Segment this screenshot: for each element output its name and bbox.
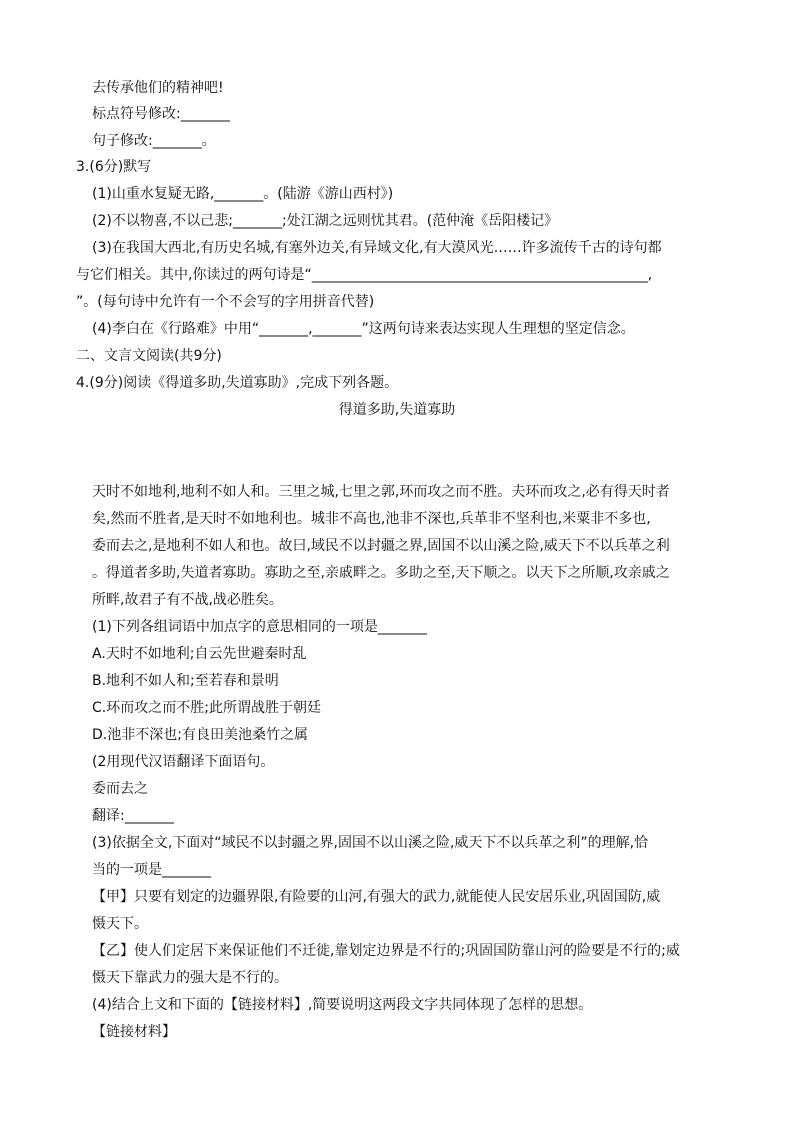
passage-title: 得道多助,失道寡助	[338, 402, 456, 418]
text-line: (2用现代汉语翻译下面语句。	[92, 754, 275, 770]
option-b: B.地利不如人和;至若春和景明	[92, 673, 279, 689]
text-line: 委而去之	[92, 781, 148, 797]
text-line: 慑天下。	[92, 916, 148, 932]
section-heading: 二、文言文阅读(共9分)	[76, 348, 222, 364]
text-line: (3)在我国大西北,有历史名城,有塞外边关,有异域文化,有大漠风光……许多流传千古的诗句都	[92, 240, 662, 256]
text-line: (1)下列各组词语中加点字的意思相同的一项是_______	[92, 619, 427, 635]
option-a: A.天时不如地利;自云先世避秦时乱	[92, 646, 307, 662]
text-line: (1)山重水复疑无路,_______。(陆游《游山西村》)	[92, 186, 394, 202]
passage-line: 所畔,故君子有不战,战必胜矣。	[92, 592, 283, 608]
text-line: (3)依据全文,下面对“域民不以封疆之界,固国不以山溪之险,威天下不以兵革之利”的理解,恰	[92, 835, 649, 851]
text-line: 与它们相关。其中,你读过的两句诗是“________________________________________________,	[76, 267, 653, 283]
passage-line: 。得道者多助,失道者寡助。寡助之至,亲戚畔之。多助之至,天下顺之。以天下之所顺,攻亲戚之	[92, 565, 670, 581]
passage-line: 矣,然而不胜者,是天时不如地利也。城非不高也,池非不深也,兵革非不坚利也,米粟非不多也,	[92, 511, 651, 527]
text-line: 当的一项是_______	[92, 862, 211, 878]
option-c: C.环而攻之而不胜;此所谓战胜于朝廷	[92, 700, 321, 716]
text-line: 慑天下靠武力的强大是不行的。	[92, 970, 288, 986]
question-heading: 4.(9分)阅读《得道多助,失道寡助》,完成下列各题。	[76, 375, 399, 391]
text-line: 标点符号修改:_______	[92, 106, 230, 122]
option-d: D.池非不深也;有良田美池桑竹之属	[92, 727, 308, 743]
text-line: 去传承他们的精神吧!	[92, 80, 224, 96]
text-line: 句子修改:_______。	[92, 133, 216, 149]
text-line: ”。(每句诗中允许有一个不会写的字用拼音代替)	[76, 294, 375, 310]
text-line: 【甲】只要有划定的边疆界限,有险要的山河,有强大的武力,就能使人民安居乐业,巩固国防,威	[92, 889, 661, 905]
text-line: 【链接材料】	[92, 1024, 176, 1040]
text-line: (4)结合上文和下面的【链接材料】,简要说明这两段文字共同体现了怎样的思想。	[92, 997, 593, 1013]
text-line: 翻译:_______	[92, 808, 174, 824]
text-line: (2)不以物喜,不以己悲;_______;处江湖之远则忧其君。(范仲淹《岳阳楼记》	[92, 213, 559, 229]
passage-line: 天时不如地利,地利不如人和。三里之城,七里之郭,环而攻之而不胜。夫环而攻之,必有得天时者	[92, 484, 670, 500]
passage-line: 委而去之,是地利不如人和也。故曰,域民不以封疆之界,固国不以山溪之险,威天下不以兵革之利	[92, 538, 670, 554]
question-heading: 3.(6分)默写	[76, 159, 152, 175]
text-line: 【乙】使人们定居下来保证他们不迁徙,靠划定边界是不行的;巩固国防靠山河的险要是不行的;威	[92, 943, 680, 959]
text-line: (4)李白在《行路难》中用“_______,_______”这两句诗来表达实现人生理想的坚定信念。	[92, 321, 635, 337]
